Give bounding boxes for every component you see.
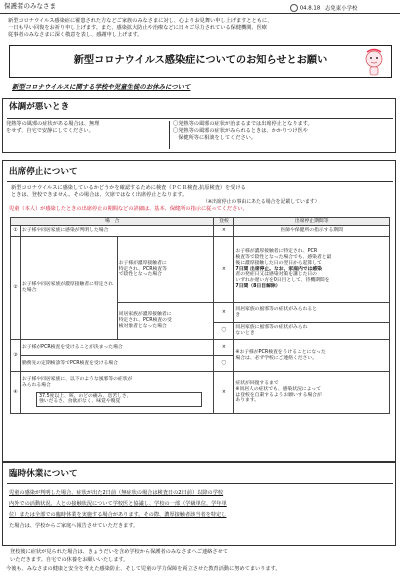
text-line: 7日間（8日目解除）: [235, 284, 281, 290]
text-line: 7日間 出席停止。なお、家庭内では感染: [235, 266, 322, 272]
subtitle: 新型コロナウイルスに関する学校や児童生徒のお休みについて: [12, 83, 191, 91]
row-case: [20, 372, 213, 414]
text-line: 保健所等に相談をしてください。: [173, 135, 257, 142]
suspension-heading: 出席停止について: [9, 167, 78, 177]
sick-column-divider: [169, 121, 170, 149]
text-line: 検査等で陰性となった場合でも、感染者と最: [235, 254, 332, 260]
text-line: ときは、登校できません。その場合は、欠席ではなく出席停止となります。: [11, 192, 188, 199]
header-attend: 登校: [214, 218, 234, 226]
text-line: お子様が濃厚接触者に特定され、PCR: [235, 248, 318, 254]
footer-text: 今後も、みなさまの健康と安全を考えた感染防止、そして児童の学力保障を両立させた教育活動に努めてまいります。: [6, 566, 281, 572]
sub-case: [117, 303, 214, 340]
text-line: をせず、自宅で安静にしてください。: [6, 128, 94, 135]
text-line: お子様や同居家族に、以下のような風邪等の症状が: [21, 376, 133, 382]
title-frame: [9, 45, 392, 78]
row-case: [20, 237, 117, 340]
row-period: [234, 340, 390, 372]
text-line: いずれか遅い方を0日目として、待機期間を: [235, 278, 330, 284]
text-line: 後に濃厚接触した日の翌日から起算して: [235, 260, 322, 266]
sub-case: [117, 237, 214, 303]
row-number: ②: [11, 237, 21, 340]
row-period: 医師や保健所の指示する期間: [234, 226, 390, 237]
text-line: き: [235, 312, 241, 318]
closure-heading: 臨時休業について: [9, 469, 78, 479]
intro-paragraph: [8, 18, 272, 40]
sick-divider: [7, 118, 393, 119]
row-period: [234, 237, 390, 303]
symptoms-box: [36, 392, 202, 408]
text-line: 発熱等の風邪の症状がある場合は、無理: [6, 121, 100, 127]
attend-mark: ×: [214, 340, 234, 356]
table-row: [11, 237, 390, 303]
text-line: 新型コロナウイルスに感染しているかどうかを確認するために検査（ＰＣＲ検査,抗原検査）を受ける: [11, 185, 246, 191]
row-number: ④: [11, 372, 21, 414]
attend-mark: ×: [214, 303, 234, 323]
case-text: お子様や同居家族が濃厚接触者に特定された場合: [21, 282, 114, 293]
suspension-table: [10, 217, 390, 414]
red-note: 児童（本人）が感染したときの出席停止の期間などの詳細は、基本、保健所の指示に従ってください。: [9, 206, 248, 212]
text-line: ないとき: [235, 331, 255, 336]
closure-body: [9, 488, 227, 532]
table-row: [11, 226, 390, 237]
closure-extra: [10, 549, 228, 564]
text-line: で陰性となった場合: [118, 272, 162, 278]
table-row: [11, 372, 390, 414]
text-line: た場合は、学校からご家庭へ報告させていただきます。: [9, 523, 139, 529]
text-line: 検対象者となった場合: [118, 323, 167, 329]
text-line: 位）または全部での臨時休業を実施する場合があります。その際、濃厚接触者該当者を特定し: [9, 512, 227, 518]
page-title: 新型コロナウイルス感染症についてのお知らせとお願い: [73, 55, 328, 66]
row-case: お子様や同居家族に感染が判明した場合: [20, 226, 213, 237]
table-row: [11, 340, 390, 356]
suspension-section: [2, 160, 396, 462]
text-line: 者の発症日又は感染対策を講じた日の: [235, 272, 317, 278]
text-line: 症状が回復するまで: [235, 380, 279, 386]
text-line: ※お子様がPCR検査をうけることになった: [235, 349, 326, 355]
attend-mark: ×: [214, 372, 234, 414]
attend-mark: ×: [214, 237, 234, 303]
text-line: 内外での活動状況、人との接触状況について学校医と協議し、学校の一部（学級単位、学年単: [9, 501, 227, 507]
closure-divider: [7, 483, 393, 484]
row-period: [234, 323, 390, 340]
text-line: 〇発熱等の風邪の症状がみられるときは、かかりつけ医や: [173, 128, 308, 135]
text-line: 特定され、PCR検査の受: [118, 318, 172, 323]
suspension-divider: [7, 181, 393, 182]
row-number: ①: [11, 226, 21, 237]
sick-section: [2, 98, 396, 153]
text-line: みられる場合: [21, 382, 51, 388]
attend-mark: ×: [214, 226, 234, 237]
text-line: 特定され、PCR検査等: [118, 266, 167, 272]
text-line: 同居家族が濃厚接触者に: [118, 312, 172, 318]
text-line: 登校後に症状が見られた場合は、きょうだいを含め学校から保護者のみなさまへご連絡させて: [10, 549, 228, 555]
attend-mark: 〇: [214, 356, 234, 372]
greeting: 保護者のみなさま: [4, 2, 56, 10]
text-line: 場合は、必ず学校にご連絡ください。: [235, 355, 317, 361]
text-line: 〇発熱等の風邪の症状が治まるまでは出席停止となります。: [173, 121, 313, 127]
header-divider: [0, 13, 400, 14]
text-line: お子様が濃厚接触者に: [118, 260, 167, 266]
text-line: 児童の感染が判明した場合、症状が出た2日前（無症状の場合は検査日の2日前）以降の学校: [9, 490, 224, 496]
school-name: 志免東小学校: [325, 5, 358, 12]
row-number: ③: [11, 340, 21, 372]
closure-section: [2, 462, 396, 546]
header-case: 場 合: [11, 218, 214, 226]
row-period: [234, 303, 390, 323]
sick-right-text: [173, 121, 313, 143]
text-line: あります。: [235, 398, 260, 404]
header-period: 出席停止期間等: [234, 218, 390, 226]
stamp-icon: [290, 4, 298, 12]
intro-line: 従事者のみなさまに深く敬意を表し、感謝申し上げます。: [8, 32, 143, 39]
attend-mark: 〇: [214, 323, 234, 340]
table-header-row: [11, 218, 390, 226]
text-line: は登校を自粛するようお願いする場合が: [235, 392, 322, 398]
intro-line: 一日も早い回復をお祈り申し上げます。また、感染拡大防止や治療などに日々ご尽力されている保健機関、医療: [8, 25, 267, 32]
row-case: お子様がPCR検査を受けることが決まった場合: [20, 340, 213, 356]
date: 04.8.18: [299, 5, 321, 12]
mascot-icon: [362, 48, 386, 76]
row-period: [234, 372, 390, 414]
sick-heading: 体調が悪いとき: [9, 102, 70, 112]
text-line: 同居家族の風邪等の症状がみられると: [235, 306, 317, 312]
date-line: [290, 4, 357, 12]
suspension-note: （※出席停止の事由にあたる場合を記載しています）: [203, 199, 320, 205]
text-line: 強いだるさ、食欲がなく、味覚や嗅覚: [38, 399, 121, 405]
text-line: 37.5度以上、咳、のどの痛み、息苦しさ、: [38, 393, 132, 399]
text-line: いただきます。自宅での休養をお願いいたします。: [10, 556, 129, 563]
row-case: 勤務先の定期検診等でPCR検査を受ける場合: [20, 356, 213, 372]
text-line: 同居家族に風邪等の症状がみられ: [235, 325, 308, 331]
sick-left-text: [6, 121, 99, 135]
text-line: ※同居人の症状でも、感染状況によって: [235, 386, 321, 392]
suspension-body: [11, 185, 246, 199]
intro-line: 新型コロナウイルス感染症に罹患された方などご家族のみなさまに対し、心よりお見舞い申し上げますとともに、: [8, 18, 273, 24]
